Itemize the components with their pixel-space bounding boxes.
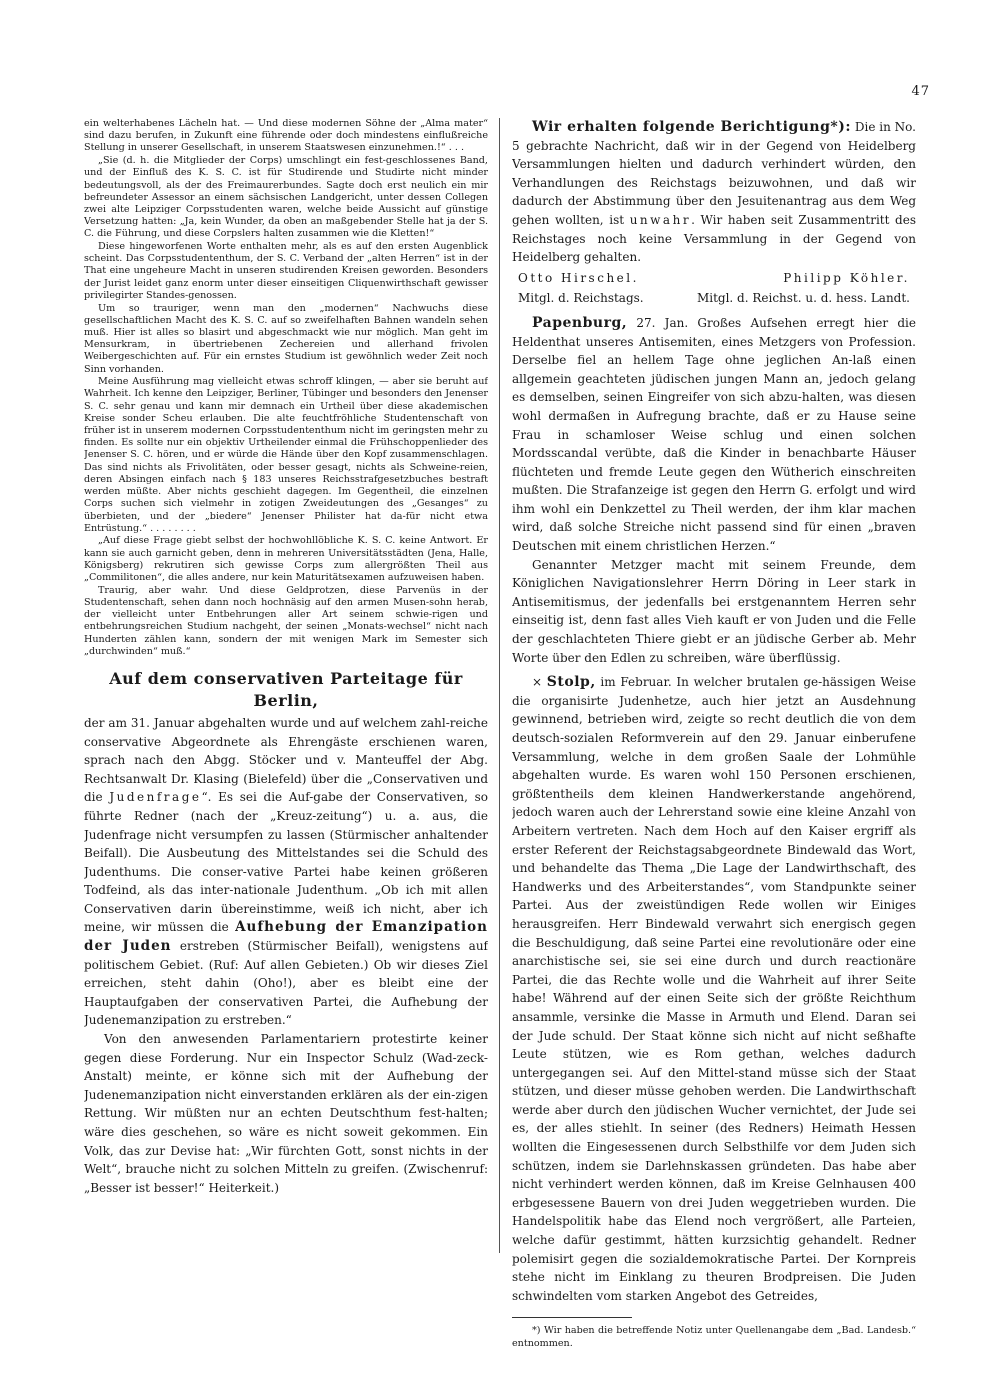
continued-article: [84, 118, 488, 658]
paragraph: Von den anwesenden Parlamentariern protestirte keiner gegen diese Forderung. Nur ein Inspector Schulz (Wad-zeck-Anstalt) meinte, er könne sich mit der Aufhebung der Judenemanzipation nicht einverstanden erklären als der ein-zigen Rettung. Wir müßten nur an echten Deutschthum fest-halten; wäre dies geschehen, so wäre es nicht soweit gekommen. Ein Volk, das zur Devise hat: „Wir fürchten Gott, sonst nichts in der Welt“, brauche nicht zu solchen Mitteln zu greifen. (Zwischenruf: „Besser ist besser!“ Heiterkeit.): [84, 1032, 488, 1195]
text-run: erstreben (Stürmischer Beifall), wenigstens auf politischem Gebiet. (Ruf: Auf allen Gebieten.) Ob wir dieses Ziel erreichen, steht dahin (Oho!), aber es bleibt eine der Hauptaufgaben der conservativen Partei, die Aufhebung der Judenemanzipation zu erstreben.“: [84, 939, 488, 1028]
paragraph: [512, 118, 916, 267]
dateline: Papenburg,: [532, 314, 628, 331]
signature-name: Philipp Köhler.: [783, 270, 910, 285]
paragraph: ein welterhabenes Lächeln hat. — Und diese modernen Söhne der „Alma mater“ sind dazu berufen, in Zukunft eine führende oder doch mindestens einflußreiche Stellung in unserer Gesellschaft, in unserem Staatswesen einzunehmen.!“ . . .: [84, 118, 488, 154]
signature-role: Mitgl. d. Reichst. u. d. hess. Landt.: [696, 291, 910, 306]
footnote-rule: [512, 1317, 632, 1318]
marker-symbol: ×: [532, 675, 543, 690]
paragraph: „Auf diese Frage giebt selbst der hochwohllöbliche K. S. C. keine Antwort. Er kann sie auch garnicht geben, denn in mehreren Universitätsstädten (Jena, Halle, Königsberg) rekrutiren sich gewisse Corps zum allergrößten Theil aus „Commilitonen“, die alles andere, nur kein Maturitätsexamen aufzuweisen haben.: [84, 535, 488, 584]
right-column: [512, 118, 916, 1350]
left-column: [84, 118, 488, 1197]
conservative-party-article: [84, 714, 488, 1197]
column-divider: [499, 118, 500, 1253]
text-run: der am 31. Januar abgehalten wurde und auf welchem zahl-reiche conservative Abgeordnete als Ehrengäste erschienen waren, sprach nach den Abgg. Stöcker und v. Manteuffel der Abg. Rechtsanwalt Dr. Klasing (Bielefeld) über die „Conservativen und die: [84, 715, 488, 805]
stolp-article: [512, 673, 916, 1305]
spaced-text: unwahr: [629, 212, 692, 227]
article-heading: Auf dem conservativen Parteitage für Berlin,: [109, 668, 463, 710]
text-run: . Wir haben seit Zusammentritt des Reichstages noch keine Versammlung in der Gegend von Heidelberg gehalten.: [512, 212, 916, 265]
text-run: “. Es sei die Auf-gabe der Conservativen, so führte Redner (nach der „Kreuz-zeitung“) u. a. aus, die Judenfrage nicht versumpfen zu lassen (Stürmischer anhaltender Beifall). Die Ausbeutung des Mittelstandes sei die Schuld des Judenthums. Die conser-vative Partei habe keinen größeren Todfeind, als das inter-nationale Judenthum. „Ob ich mit allen Conservativen darin übereinstimme, weiß ich nicht, aber ich meine, wir müssen die: [84, 790, 488, 935]
page-number: 47: [911, 84, 930, 99]
dateline: Stolp,: [546, 674, 596, 691]
correction-notice: [512, 118, 916, 267]
text-run: 27. Jan. Großes Aufsehen erregt hier die Heldenthat unseres Antisemiten, eines Metzgers von Profession. Derselbe fiel an hellem Tage ohne jeglichen An-laß einen allgemein geachteten jüdischen jungen Mann an, jedoch gelang es demselben, seinen Eingreifer von sich abzu-halten, was diesen wohl dermaßen in Aufregung brachte, daß er zu Hause seine Frau in schamloser Weise schlug und einen solchen Mordsscandal verübte, daß die Kinder in benachbarte Häuser flüchteten und fremde Leute gegen den Wütherich einschreiten mußten. Die Strafanzeige ist gegen den Herrn G. erfolgt und wird ihm wohl ein Denkzettel zu Theil werden, der ihm klar machen wird, daß solche Streiche nicht passend sind für einen „braven Deutschen mit einem christlichen Herzen.“: [512, 315, 916, 554]
spaced-text: Judenfrage: [109, 790, 202, 805]
paragraph: „Sie (d. h. die Mitglieder der Corps) umschlingt ein fest-geschlossenes Band, und der Einfluß des K. S. C. ist für Studirende und Studirte nicht minder bedeutungsvoll, als der des Freimaurerbundes. Sagte doch erst neulich ein mir befreundeter Assessor an einem sächsischen Landgericht, unter dessen Collegen zwei alte Leipziger Corpsstudenten waren, welche beide Aussicht auf günstige Versetzung hatten: „Ja, kein Wunder, da oben an maßgebender Stelle hat ja der S. C. die Führung, und diese Corpslers halten zusammen wie die Kletten!“: [84, 155, 488, 240]
text-run: im Februar. In welcher brutalen ge-hässigen Weise die organisirte Judenhetze, auch hier jetzt an Ausdehnung gewinnend, betrieben wird, zeigte so recht deutlich die von dem deutsch-sozialen Reformverein auf den 29. Januar einberufene Versammlung, welche in dem großen Saale der Lohmühle abgehalten wurde. Es waren wohl 150 Personen erschienen, größtentheils dem kleinen Handwerkerstande angehörend, jedoch waren auch der Lehrerstand sowie eine kleine Anzahl von Arbeitern vertreten. Nach dem Hoch auf den Kaiser ergriff als erster Referent der Reichstagsabgeordnete Bindewald das Wort, und behandelte das Thema „Die Lage der Landwirthschaft, des Handwerks und des Arbeiterstandes“, vom Standpunkte seiner Partei. Aus der zweistündigen Rede wollen wir Einiges herausgreifen. Herr Bindewald verwahrt sich energisch gegen die Beschuldigung, daß seine Partei eine revolutionäre oder eine anarchistische sei, sie sei eine durch und durch reactionäre Partei, die das Rechte wolle und die Wahrheit auf ihrer Seite habe! Während auf der einen Seite sich der größte Reichthum ansammle, versinke die Masse in Armuth und Elend. Daran sei der Jude schuld. Der Staat könne sich nicht auf nicht seßhafte Leute stützen, wie es Rom gethan, welches dadurch untergegangen sei. Auf den Mittel-stand müsse sich der Staat stützen, und dieser müsse gehoben werden. Die Landwirthschaft werde aber durch den jüdischen Wucher vernichtet, der Jude sei es, der alles stiehlt. In seiner (des Redners) Heimath Hessen wollten die Eingesessenen durch Selbsthilfe vor dem Juden sich schützen, indem sie Darlehnskassen gründeten. Das habe aber nicht verhindert werden können, daß im Kreise Gelnhausen 400 erbgesessene Bauern von drei Juden weggetrieben wurden. Die Handelspolitik habe das Elend noch vergrößert, alle Parteien, welche dafür gestimmt, hätten kurzsichtig gehandelt. Redner polemisirt gegen die sozialdemokratische Partei. Der Kornpreis stehe nicht im Einklang zu theuren Brodpreisen. Die Juden schwindelten vom starken Angebot des Getreides,: [512, 675, 916, 1303]
paragraph: Traurig, aber wahr. Und diese Geldprotzen, diese Parvenüs in der Studentenschaft, sehen dann noch hochnäsig auf den armen Musen-sohn herab, der vielleicht unter Entbehrungen aller Art seinem schwie-rigen und entbehrungsreichen Studium nachgeht, der seinen „Monats-wechsel“ nicht nach Hunderten zählen kann, sondern der mit wenigen Mark im Semester sich „durchwinden“ muß.“: [84, 584, 488, 657]
text-run: Die in No. 5 gebrachte Nachricht, daß wir in der Gegend von Heidelberg Versammlungen hielten und dadurch verhindert würden, den Verhandlungen des Reichstags beizuwohnen, und daß wir dadurch der Abstimmung über den Jesuitenantrag aus dem Weg gehen wollten, ist: [512, 120, 916, 227]
paragraph: Meine Ausführung mag vielleicht etwas schroff klingen, — aber sie beruht auf Wahrheit. Ich kenne den Leipziger, Berliner, Tübinger und besonders den Jenenser S. C. sehr genau und kann mir demnach ein Urtheil über diese akademischen Kreise sonder Scheu erlauben. Die alte feuchtfröhliche Studentenschaft von früher ist in unserem modernen Corpsstudententhum nicht im geringsten mehr zu finden. Es sollte nur ein objektiv Urtheilender einmal die Frühschoppenlieder des Jenenser S. C. hören, und er würde die Hände über den Kopf zusammenschlagen. Das sind nichts als Frivolitäten, oder besser gesagt, nichts als Schweine-reien, deren Absingen einfach nach § 183 unseres Reichsstrafgesetzbuches bestraft werden müßte. Aber nichts geschieht dagegen. Im Gegentheil, die einzelnen Corps suchen sich vielmehr in zotigen Zweideutungen des „Gesanges“ zu überbieten, und der „biedere“ Jenenser Philister hat da-für nicht etwa Entrüstung.“ . . . . . . . .: [84, 376, 488, 534]
emphasized-text: Aufhebung der Emanzipation der Juden: [84, 919, 488, 955]
signatures: [512, 267, 916, 310]
paragraph: Um so trauriger, wenn man den „modernen“ Nachwuchs diese gesellschaftlichen Macht des K. S. C. auf so zweifelhaften Bahnen wandeln sehen muß. Hier ist alles so blasirt und abgeschmackt wie nur möglich. Man geht im Mensurkram, in übertriebenen Zechereien und allerhand frivolen Weibergeschichten auf. Für ein ernstes Studium ist gewöhnlich weder Zeit noch Sinn vorhanden.: [84, 302, 488, 375]
papenburg-article: [512, 314, 916, 667]
paragraph: [84, 714, 488, 1030]
paragraph: Diese hingeworfenen Worte enthalten mehr, als es auf den ersten Augenblick scheint. Das Corpsstudententhum, der S. C. Verband der „alten Herren“ ist in der That eine ungeheure Macht in unseren studirenden Kreisen geworden. Besonders der Jurist leidet ganz enorm unter dieser einseitigen Cliquenwirthschaft gewisser privilegirter Standes-genossen.: [84, 241, 488, 301]
signature-name: Otto Hirschel.: [518, 270, 639, 285]
paragraph: Genannter Metzger macht mit seinem Freunde, dem Königlichen Navigationslehrer Herrn Döring in Leer stark in Antisemitismus, der jedenfalls bei erstgenanntem Herren sehr einseitig ist, denn fast alles Vieh kauft er von Juden und die Felle der geschlachteten Thiere giebt er an jüdische Gerber ab. Mehr Worte über den Edlen zu schreiben, wäre überflüssig.: [512, 557, 916, 665]
paragraph: [512, 673, 916, 1305]
notice-heading: Wir erhalten folgende Berichtigung*):: [532, 119, 852, 135]
signature-role: Mitgl. d. Reichstags.: [518, 291, 644, 306]
footnote: *) Wir haben die betreffende Notiz unter Quellenangabe dem „Bad. Landesb.“ entnommen.: [512, 1325, 916, 1350]
paragraph: [512, 314, 916, 556]
